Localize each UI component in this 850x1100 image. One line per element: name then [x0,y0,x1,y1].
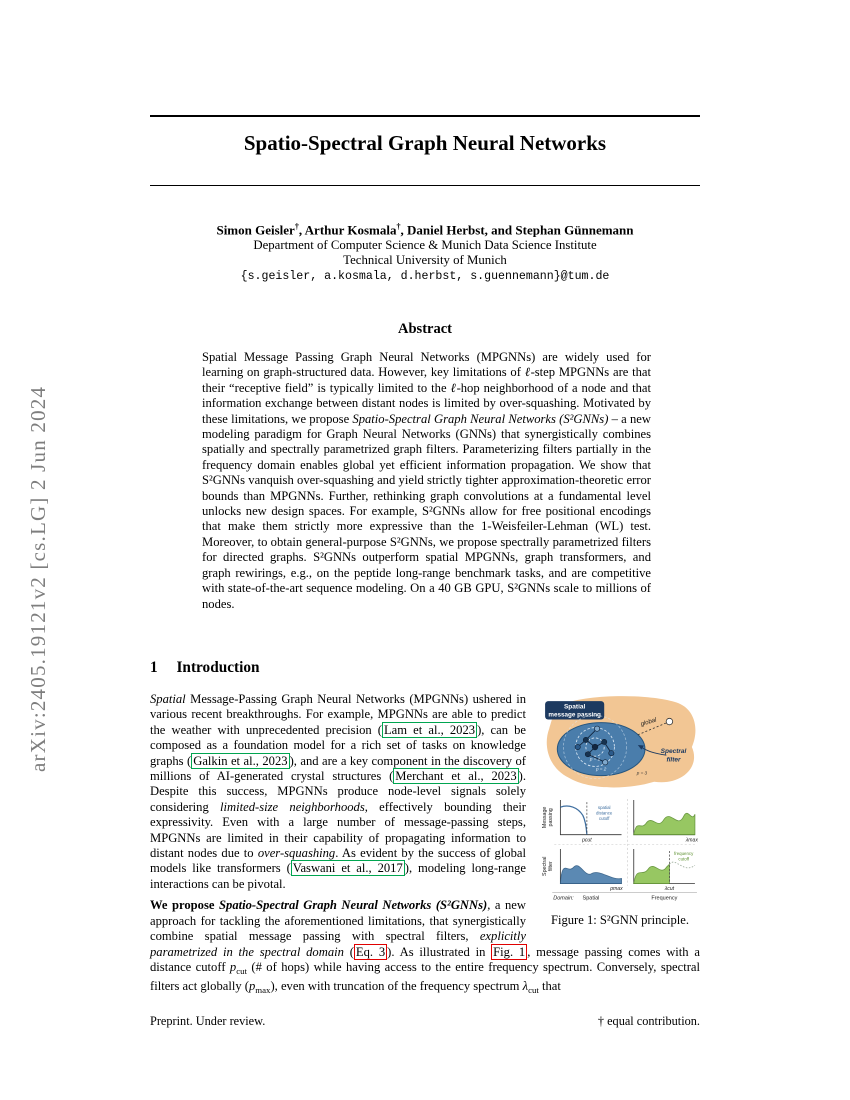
frequency-cutoff-annotation [674,851,694,861]
text-segment: λ [522,979,529,994]
svg-text:Spectral: Spectral [542,856,549,876]
text-segment: Spatio-Spectral Graph Neural Networks (S²GNNs) [352,411,609,426]
text-segment: p [229,959,237,974]
text-segment: , message passing comes with a distance cutoff [150,944,700,974]
text-segment: , [298,222,305,238]
text-segment: ). Despite this success, MPGNNs produce node-level signals solely considering [150,769,526,814]
svg-text:filter: filter [548,861,555,872]
citation-link[interactable]: Vaswani et al., 2017 [292,861,403,876]
svg-text:Spectral: Spectral [660,748,687,756]
hop-label-p1: p = 1 [589,756,601,762]
svg-text:filter: filter [666,756,681,764]
text-segment: ( [343,944,354,959]
svg-text:Spatial: Spatial [582,895,600,902]
footer-contribution-note: † equal contribution. [597,1014,700,1028]
paper-title: Spatio-Spectral Graph Neural Networks [243,131,607,155]
arxiv-stamp: arXiv:2405.19121v2 [cs.LG] 2 Jun 2024 [26,385,50,772]
text-segment: over-squashing [257,846,336,861]
text-segment: Message-Passing Graph Neural Networks (MPGNNs) ushered in various recent breakthroughs. For example, MPGNNs are able to predict the weather with unprecedented precision ( [150,692,526,737]
text-segment: max [255,984,271,995]
figure-1 [540,694,700,928]
text-segment: – a new modeling paradigm for Graph Neural Networks (GNNs) that synergistically combines spatially and spectrally parametrized graph filters. Parameterizing filters partially in the frequency domain enables global yet efficient information propagation. We show that S²GNNs vanquish over-squashing and yield strictly tighter approximation-theoretic error bounds than MPGNNs. Further, rethinking graph convolutions at a fundamental level unlocks new design spaces. For example, S²GNNs allow for free positional encodings that make them strictly more expressive than the 1-Weisfeiler-Lehman (WL) test. Moreover, to obtain general-purpose S²GNNs, we propose spectrally parametrized filters for directed graphs. S²GNNs outperform spatial MPGNNs, graph transformers, and graph rewirings, e.g., on the peptide long-range benchmark tasks, and are competitive with state-of-the-art sequence modeling. On a 40 GB GPU, S²GNNs scale to millions of nodes. [202,411,651,611]
svg-text:Domain:: Domain: [553,895,574,902]
pcut-label: pcut [582,837,592,844]
text-segment: Spatial Message Passing Graph Neural Networks (MPGNNs) are widely used for learning on graph-structured data. However, key limitations of [202,350,651,380]
text-segment: ℓ [524,365,531,380]
text-segment: We propose [150,898,220,913]
authors-block [150,219,700,283]
text-segment: . As evident by the success of global models like transformers ( [150,846,526,876]
citation-link[interactable]: Galkin et al., 2023 [193,753,288,768]
text-segment: , [400,222,408,238]
svg-text:frequency: frequency [674,851,694,857]
dagger-mark: † [396,222,401,231]
spatial-cutoff-annotation [596,805,613,821]
text-segment: explicitly parametrized in the spectral domain [150,929,526,959]
ref-link[interactable]: Eq. 3 [355,944,386,959]
hop-label-p3: p = 3 [636,770,648,776]
page-footer [150,1014,700,1029]
svg-text:Frequency: Frequency [651,895,678,902]
introduction-section [150,692,700,1004]
ref-link[interactable]: Fig. 1 [493,944,526,959]
author-name: Simon Geisler [216,222,295,238]
abstract-text [202,350,651,612]
text-segment: ), and are a key component in the discovery of millions of AI-generated crystal structures ( [150,753,526,784]
text-segment: p [248,979,256,994]
text-segment: ), can be composed as a foundation model for a rich set of tasks on knowledge graphs ( [150,722,526,768]
text-segment: limited-size neighborhoods [220,799,365,814]
text-segment: ℓ [450,380,457,395]
global-node [666,718,673,725]
plot-mp-spatial [560,800,621,843]
section-1-heading [150,659,260,677]
plot-sf-spatial [560,849,623,892]
citation-link[interactable]: Merchant et al., 2023 [395,769,517,784]
author-emails: {s.geisler, a.kosmala, d.herbst, s.guennemann}@tum.de [240,270,610,284]
plot-row-labels [542,807,554,876]
section-title: Introduction [176,659,260,676]
domain-row-labels [553,895,677,901]
author-name: Daniel Herbst, and Stephan Günnemann [407,222,634,238]
svg-text:distance: distance [596,810,613,816]
text-segment: ), even with truncation of the frequency spectrum [270,979,523,994]
text-segment: (# of hops) while having access to the entire frequency spectrum. Conversely, spectral filters act globally ( [150,959,700,994]
figure-1-caption: Figure 1: S²GNN principle. [550,913,690,927]
svg-text:message passing: message passing [548,711,601,719]
lmax-label: λmax [685,837,698,844]
text-segment: cut [528,984,539,995]
author-name: Arthur Kosmala [304,222,397,238]
spatial-message-passing-label [545,701,604,719]
text-segment: , a new approach for tackling the aforementioned limitations, that synergistically combine spatial message passing with spectral filters, [150,898,526,944]
dagger-mark: † [294,222,299,231]
authors-line [150,219,700,238]
text-segment: -hop neighborhood of a node and that information exchange between distant nodes is limited by over-squashing. Motivated by these limitations, we propose [202,380,651,426]
citation-link[interactable]: Lam et al., 2023 [383,722,476,737]
text-segment: ). As illustrated in [387,944,492,959]
pmax-label: pmax [610,886,623,893]
svg-text:cutoff: cutoff [678,856,690,862]
figure-1-diagram [540,694,700,902]
text-segment: Spatio-Spectral Graph Neural Networks (S²GNNs) [219,898,488,913]
svg-text:Message: Message [542,806,549,829]
title-rule-bottom [150,185,700,186]
section-number: 1 [150,659,158,676]
plot-mp-frequency [634,800,699,843]
footer-preprint-note: Preprint. Under review. [150,1014,266,1028]
text-segment: , effectively bounding their expressivity. Even with a large number of message-passing steps, MPGNNs are limited in their capability of propagating information to distant nodes due to [150,799,527,861]
affiliation-2: Technical University of Munich [343,253,507,268]
affiliation-1: Department of Computer Science & Munich Data Science Institute [253,238,597,253]
svg-text:cutoff: cutoff [598,816,610,822]
svg-text:spatial: spatial [597,805,611,811]
abstract-heading: Abstract [398,321,452,337]
global-label: global [639,716,658,728]
text-segment: that [538,979,561,994]
text-segment: ), modeling long-range interactions can be pivotal. [150,861,526,891]
title-rule-top [150,115,700,117]
plot-sf-frequency [634,849,695,892]
hop-label-p2: p = 2 [595,766,607,772]
text-segment: cut [236,965,247,976]
text-segment: -step MPGNNs are that their “receptive field” is typically limited to the [202,365,652,395]
svg-text:Spatial: Spatial [563,703,586,711]
text-segment: Spatial [150,692,186,706]
lcut-label: λcut [664,886,675,893]
svg-text:passing: passing [548,808,555,827]
